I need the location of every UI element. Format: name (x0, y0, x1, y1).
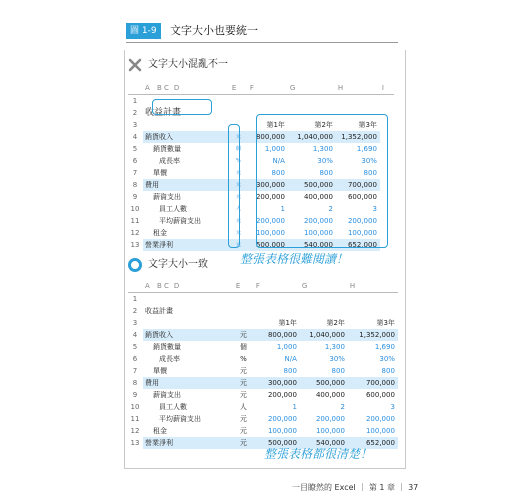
value-cell: 100,000 (267, 427, 297, 435)
value-cell: 500,000 (248, 239, 288, 251)
bad-example-note: 整張表格很難閱讀！ (240, 252, 349, 266)
empty-cell (155, 119, 172, 131)
column-letter: B C (155, 280, 172, 293)
value-cell: 3 (390, 403, 395, 411)
row-label: 銷貨收入 (143, 131, 230, 143)
value-cell: 100,000 (365, 427, 395, 435)
row-label: 費用 (143, 179, 230, 191)
row-number: 4 (132, 331, 138, 339)
column-letter: G (288, 82, 336, 95)
empty-cell (172, 317, 234, 329)
unit-cell: 個 (235, 146, 241, 152)
unit-cell: 元 (234, 329, 254, 341)
value-cell: 500,000 (254, 437, 300, 449)
row-number: 12 (130, 427, 140, 435)
sheet-caption: 收益計畫 (145, 307, 173, 315)
unit-cell: 元 (235, 170, 241, 176)
row-label: 租金 (153, 229, 167, 237)
value-cell: 800 (319, 169, 333, 177)
value-cell: 1,300 (324, 343, 345, 351)
value-cell: 2 (340, 403, 345, 411)
row-label: 平均薪資支出 (159, 217, 201, 225)
circle-icon (128, 258, 142, 272)
row-number: 10 (130, 205, 140, 213)
value-cell: 400,000 (303, 193, 333, 201)
empty-cell (143, 119, 155, 131)
table-row (128, 413, 398, 425)
row-number: 2 (132, 307, 138, 315)
value-cell: 1 (280, 205, 285, 213)
row-number: 8 (132, 181, 138, 189)
value-cell: 1,040,000 (288, 131, 336, 143)
row-number: 4 (132, 133, 138, 141)
row-number: 1 (132, 295, 138, 303)
column-letter: A (143, 280, 155, 293)
row-label: 員工人數 (159, 205, 187, 213)
row-label: 成長率 (159, 157, 180, 165)
unit-cell: 元 (235, 218, 241, 224)
row-label: 單價 (153, 169, 167, 177)
value-cell: 1,690 (374, 343, 395, 351)
value-cell: 200,000 (267, 391, 297, 399)
table-row (128, 353, 398, 365)
value-cell: 200,000 (347, 217, 377, 225)
row-number: 3 (132, 121, 138, 129)
figure-title: 文字大小也要統一 (170, 24, 258, 37)
value-cell: 1 (292, 403, 297, 411)
table-row (128, 317, 398, 329)
unit-cell: 元 (234, 377, 254, 389)
value-cell: N/A (284, 355, 297, 363)
unit-cell: 元 (239, 427, 247, 435)
table-row (128, 401, 398, 413)
value-cell: 700,000 (336, 179, 380, 191)
value-cell: 200,000 (315, 415, 345, 423)
empty-cell (234, 317, 254, 329)
value-cell: 1,000 (276, 343, 297, 351)
column-letter: E (230, 82, 248, 95)
value-cell: 1,040,000 (300, 329, 348, 341)
row-label: 租金 (153, 427, 167, 435)
row-number: 9 (132, 391, 138, 399)
table-row (128, 341, 398, 353)
year-header: 第2年 (326, 319, 345, 327)
value-cell: 600,000 (365, 391, 395, 399)
unit-cell: 元 (235, 230, 241, 236)
row-label: 員工人數 (159, 403, 187, 411)
highlight-numbers-box (256, 114, 388, 248)
row-number: 1 (132, 97, 138, 105)
value-cell: 1,352,000 (348, 329, 398, 341)
value-cell: 200,000 (365, 415, 395, 423)
column-letter: D (172, 280, 234, 293)
row-number: 10 (130, 403, 140, 411)
row-number: 7 (132, 169, 138, 177)
value-cell: 500,000 (288, 179, 336, 191)
unit-cell: 人 (235, 206, 241, 212)
good-example-title: 文字大小一致 (148, 259, 208, 270)
table-row (128, 389, 398, 401)
value-cell: 400,000 (315, 391, 345, 399)
unit-cell: % (240, 355, 247, 363)
row-number: 9 (132, 193, 138, 201)
row-label: 成長率 (159, 355, 180, 363)
unit-cell: 元 (234, 437, 254, 449)
value-cell: 200,000 (255, 193, 285, 201)
table-row (128, 293, 398, 306)
value-cell: 800,000 (248, 131, 288, 143)
row-label: 銷貨數量 (153, 343, 181, 351)
row-number: 5 (132, 343, 138, 351)
unit-cell: 人 (239, 403, 247, 411)
year-header: 第1年 (266, 121, 285, 129)
unit-cell: 個 (239, 343, 247, 351)
value-cell: 800 (271, 169, 285, 177)
value-cell: 100,000 (255, 229, 285, 237)
column-letter: F (248, 82, 288, 95)
value-cell: 800 (283, 367, 297, 375)
column-letter: I (380, 82, 394, 95)
value-cell: 200,000 (267, 415, 297, 423)
row-number: 6 (132, 157, 138, 165)
column-letter: D (172, 82, 230, 95)
unit-cell: 元 (230, 179, 248, 191)
year-header: 第3年 (376, 319, 395, 327)
row-number: 13 (130, 439, 140, 447)
row-number: 11 (130, 217, 140, 225)
value-cell: 700,000 (348, 377, 398, 389)
value-cell: 540,000 (288, 239, 336, 251)
row-label: 銷貨收入 (143, 329, 234, 341)
corner-cell (128, 82, 143, 95)
row-label: 單價 (153, 367, 167, 375)
row-label: 薪資支出 (153, 391, 181, 399)
column-header-row (128, 82, 394, 95)
value-cell: 800,000 (254, 329, 300, 341)
row-number: 13 (130, 241, 140, 249)
empty-cell (172, 119, 230, 131)
column-letter: F (254, 280, 300, 293)
table-row (128, 365, 398, 377)
highlight-unit-box (228, 124, 240, 248)
unit-cell: % (236, 158, 241, 164)
value-cell: 800 (363, 169, 377, 177)
value-cell: 1,352,000 (336, 131, 380, 143)
value-cell: 300,000 (248, 179, 288, 191)
unit-cell: 元 (239, 391, 247, 399)
value-cell: 2 (328, 205, 333, 213)
corner-cell (128, 280, 143, 293)
unit-cell: 元 (239, 367, 247, 375)
column-letter: B C (155, 82, 172, 95)
table-row (128, 329, 398, 341)
highlight-title-box (152, 99, 212, 115)
value-cell: 652,000 (348, 437, 398, 449)
value-cell: 30% (317, 157, 333, 165)
value-cell: 30% (379, 355, 395, 363)
column-letter: H (336, 82, 380, 95)
column-header-row (128, 280, 398, 293)
unit-cell: 元 (230, 239, 248, 251)
row-number: 2 (132, 109, 138, 117)
row-label: 平均薪資支出 (159, 415, 201, 423)
page-footer: 一目瞭然的 Excel ｜ 第 1 章 ｜ 37 (292, 483, 419, 492)
row-number: 11 (130, 415, 140, 423)
year-header: 第3年 (358, 121, 377, 129)
row-label: 費用 (143, 377, 234, 389)
cross-icon (128, 58, 142, 72)
figure-header (126, 22, 398, 43)
row-number: 5 (132, 145, 138, 153)
value-cell: 100,000 (303, 229, 333, 237)
value-cell: 800 (331, 367, 345, 375)
table-row (128, 377, 398, 389)
value-cell: 200,000 (255, 217, 285, 225)
value-cell: 1,000 (264, 145, 285, 153)
empty-cell (155, 317, 172, 329)
unit-cell: 元 (230, 131, 248, 143)
sheet-caption: 收益計畫 (145, 108, 182, 118)
row-number: 7 (132, 367, 138, 375)
value-cell: 1,300 (312, 145, 333, 153)
good-example-note: 整張表格都很清楚！ (264, 447, 373, 461)
table-row (128, 425, 398, 437)
year-header: 第1年 (278, 319, 297, 327)
row-number: 6 (132, 355, 138, 363)
good-spreadsheet (128, 280, 398, 449)
row-number: 8 (132, 379, 138, 387)
row-label: 營業淨利 (143, 437, 234, 449)
value-cell: 100,000 (347, 229, 377, 237)
value-cell: 800 (381, 367, 395, 375)
row-label: 營業淨利 (143, 239, 230, 251)
unit-cell: 元 (239, 415, 247, 423)
bad-example-title: 文字大小混亂不一 (148, 59, 228, 70)
row-label: 薪資支出 (153, 193, 181, 201)
value-cell: 200,000 (303, 217, 333, 225)
row-number: 12 (130, 229, 140, 237)
value-cell: 500,000 (300, 377, 348, 389)
row-label: 銷貨數量 (153, 145, 181, 153)
value-cell: 3 (372, 205, 377, 213)
value-cell: N/A (272, 157, 285, 165)
value-cell: 100,000 (315, 427, 345, 435)
value-cell: 652,000 (336, 239, 380, 251)
year-header: 第2年 (314, 121, 333, 129)
column-letter: E (234, 280, 254, 293)
column-letter: H (348, 280, 398, 293)
row-number: 3 (132, 319, 138, 327)
figure-label: 圖 1-9 (126, 23, 161, 39)
value-cell: 30% (329, 355, 345, 363)
unit-cell: 元 (235, 194, 241, 200)
empty-cell (143, 317, 155, 329)
value-cell: 600,000 (347, 193, 377, 201)
value-cell: 30% (361, 157, 377, 165)
column-letter: G (300, 280, 348, 293)
value-cell: 1,690 (356, 145, 377, 153)
column-letter: A (143, 82, 155, 95)
table-row (128, 305, 398, 317)
value-cell: 540,000 (300, 437, 348, 449)
value-cell: 300,000 (254, 377, 300, 389)
